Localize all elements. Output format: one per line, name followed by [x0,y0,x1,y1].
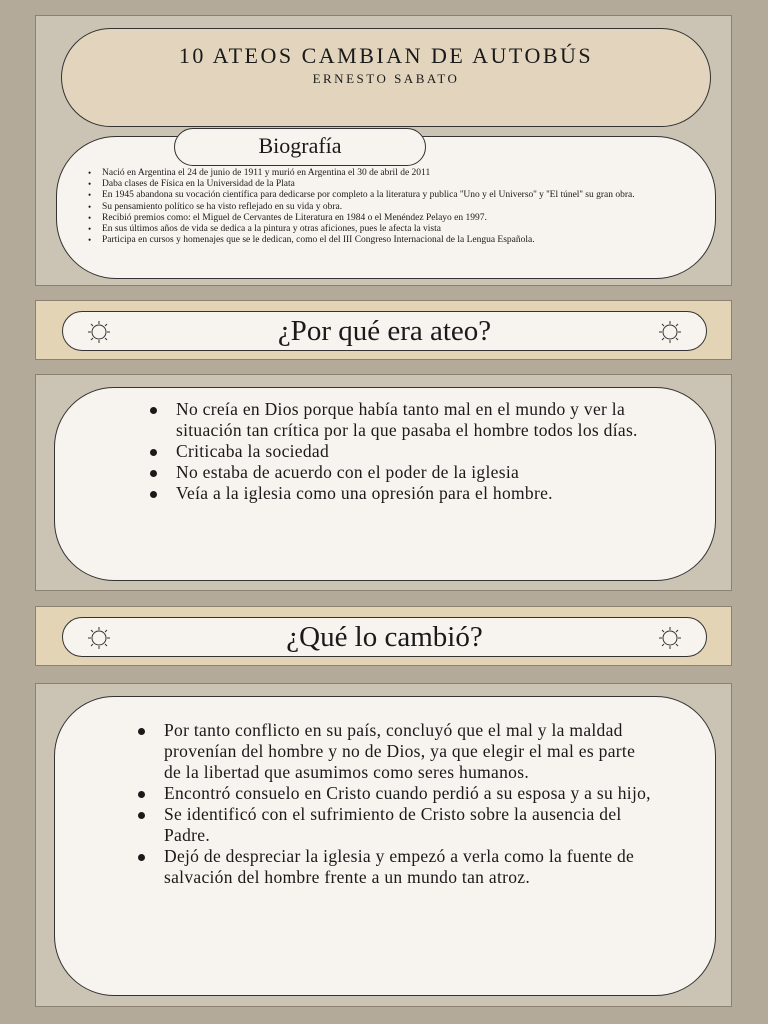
list-item: No estaba de acuerdo con el poder de la iglesia [146,462,686,483]
title-panel [35,15,732,286]
list-item: • Daba clases de Física en la Universidad de la Plata [86,179,718,190]
section-heading: ¿Qué lo cambió? [286,621,483,653]
why-atheist-heading-panel [35,300,732,360]
why-atheist-list [146,399,686,504]
list-item: Se identificó con el sufrimiento de Cristo sobre la ausencia del Padre. [134,804,654,846]
sun-ornament-icon [87,626,111,650]
list-item: Encontró consuelo en Cristo cuando perdió a su esposa y a su hijo, [134,783,654,804]
what-changed-panel [35,683,732,1007]
list-item: Por tanto conflicto en su país, concluyó que el mal y la maldad provenían del hombre y no de Dios, ya que elegir el mal es parte de la libertad que asumimos como seres humanos. [134,720,654,783]
sun-ornament-icon [87,320,111,344]
biography-list [86,168,718,246]
what-changed-heading-pill [62,617,707,657]
what-changed-heading-panel [35,606,732,666]
page-title: 10 ATEOS CAMBIAN DE AUTOBÚS [178,43,594,68]
biography-heading: Biografía [174,128,426,166]
list-item: Dejó de despreciar la iglesia y empezó a verla como la fuente de salvación del hombre frente a un mundo tan atroz. [134,846,654,888]
sun-ornament-icon [658,320,682,344]
list-item: Veía a la iglesia como una opresión para el hombre. [146,483,686,504]
what-changed-list [134,720,654,888]
title-oval [61,28,711,127]
sun-ornament-icon [658,626,682,650]
list-item: • Nació en Argentina el 24 de junio de 1911 y murió en Argentina el 30 de abril de 2011 [86,168,718,179]
list-item: • En sus últimos años de vida se dedica a la pintura y otras aficiones, pues le afecta la vista [86,224,718,235]
list-item: • Su pensamiento político se ha visto reflejado en su vida y obra. [86,202,718,213]
section-heading: ¿Por qué era ateo? [277,315,492,347]
list-item: No creía en Dios porque había tanto mal en el mundo y ver la situación tan crítica por la que pasaba el hombre todos los días. [146,399,686,441]
why-atheist-panel [35,374,732,591]
list-item: Criticaba la sociedad [146,441,686,462]
list-item: • Participa en cursos y homenajes que se le dedican, como el del III Congreso Internacional de la Lengua Española. [86,235,718,246]
author-name: ERNESTO SABATO [312,71,460,86]
list-item: • Recibió premios como: el Miguel de Cervantes de Literatura en 1984 o el Menéndez Pelayo en 1997. [86,213,718,224]
list-item: • En 1945 abandona su vocación científica para dedicarse por completo a la literatura y publica ''Uno y el Universo'' y ''El túnel'' su gran obra. [86,190,718,201]
why-atheist-heading-pill [62,311,707,351]
